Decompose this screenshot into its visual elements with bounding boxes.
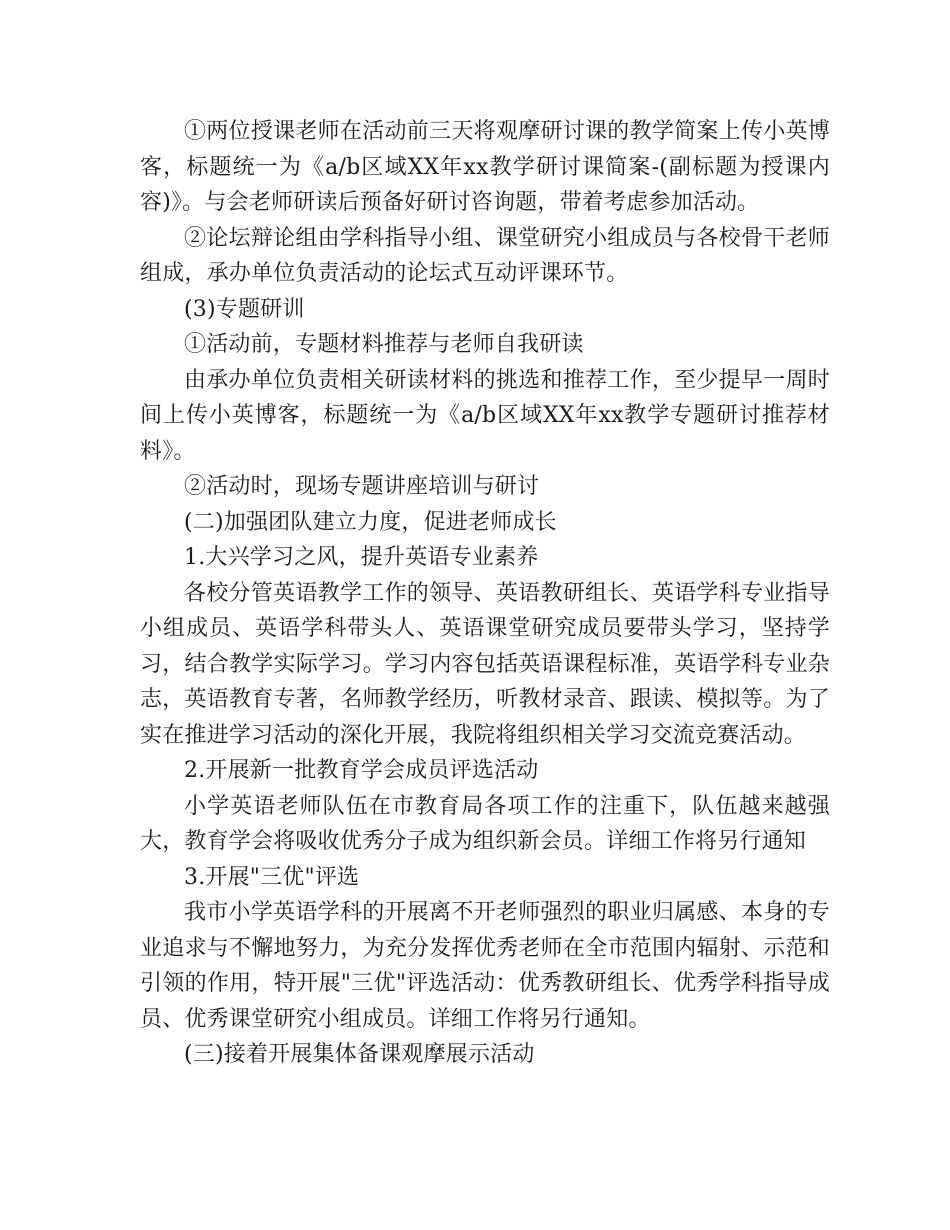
paragraph-teacher-upload: ①两位授课老师在活动前三天将观摩研讨课的教学简案上传小英博客，标题统一为《a/b区域XX年xx教学研讨课简案-(副标题为授课内容)》。与会老师研读后预备好研讨咨询题，带着考虑参加活动。	[140, 119, 830, 215]
paragraph-during-activity: ②活动时，现场专题讲座培训与研讨	[184, 474, 540, 499]
heading-three-excellence: 3.开展"三优"评选	[184, 864, 360, 890]
paragraph-before-activity: ①活动前，专题材料推荐与老师自我研读	[184, 332, 584, 357]
heading-team-building: (二)加强团队建立力度，促进老师成长	[184, 509, 557, 535]
document-body	[140, 114, 830, 1073]
heading-member-selection: 2.开展新一批教育学会成员评选活动	[184, 758, 539, 783]
paragraph-three-excellence: 我市小学英语学科的开展离不开老师强烈的职业归属感、本身的专业追求与不懈地努力，为充分发挥优秀老师在全市范围内辐射、示范和引领的作用，特开展"三优"评选活动：优秀教研组长、优秀学科指导成员、优秀课堂研究小组成员。详细工作将另行通知。	[140, 900, 830, 1032]
heading-collective-lesson-prep: (三)接着开展集体备课观摩展示活动	[184, 1042, 535, 1067]
paragraph-material-selection: 由承办单位负责相关研读材料的挑选和推荐工作，至少提早一周时间上传小英博客，标题统一为《a/b区域XX年xx教学专题研讨推荐材料》。	[140, 367, 830, 464]
heading-learning-culture: 1.大兴学习之风，提升英语专业素养	[184, 545, 539, 570]
paragraph-member-selection: 小学英语老师队伍在市教育局各项工作的注重下，队伍越来越强大，教育学会将吸收优秀分子成为组织新会员。详细工作将另行通知	[140, 793, 830, 854]
heading-topic-training: (3)专题研训	[184, 296, 305, 322]
paragraph-learning-requirements: 各校分管英语教学工作的领导、英语教研组长、英语学科专业指导小组成员、英语学科带头人、英语课堂研究成员要带头学习，坚持学习，结合教学实际学习。学习内容包括英语课程标准，英语学科专业杂志，英语教育专著，名师教学经历，听教材录音、跟读、模拟等。为了实在推进学习活动的深化开展，我院将组织相关学习交流竞赛活动。	[140, 580, 830, 748]
paragraph-forum-debate-group: ②论坛辩论组由学科指导小组、课堂研究小组成员与各校骨干老师组成，承办单位负责活动的论坛式互动评课环节。	[140, 225, 830, 286]
